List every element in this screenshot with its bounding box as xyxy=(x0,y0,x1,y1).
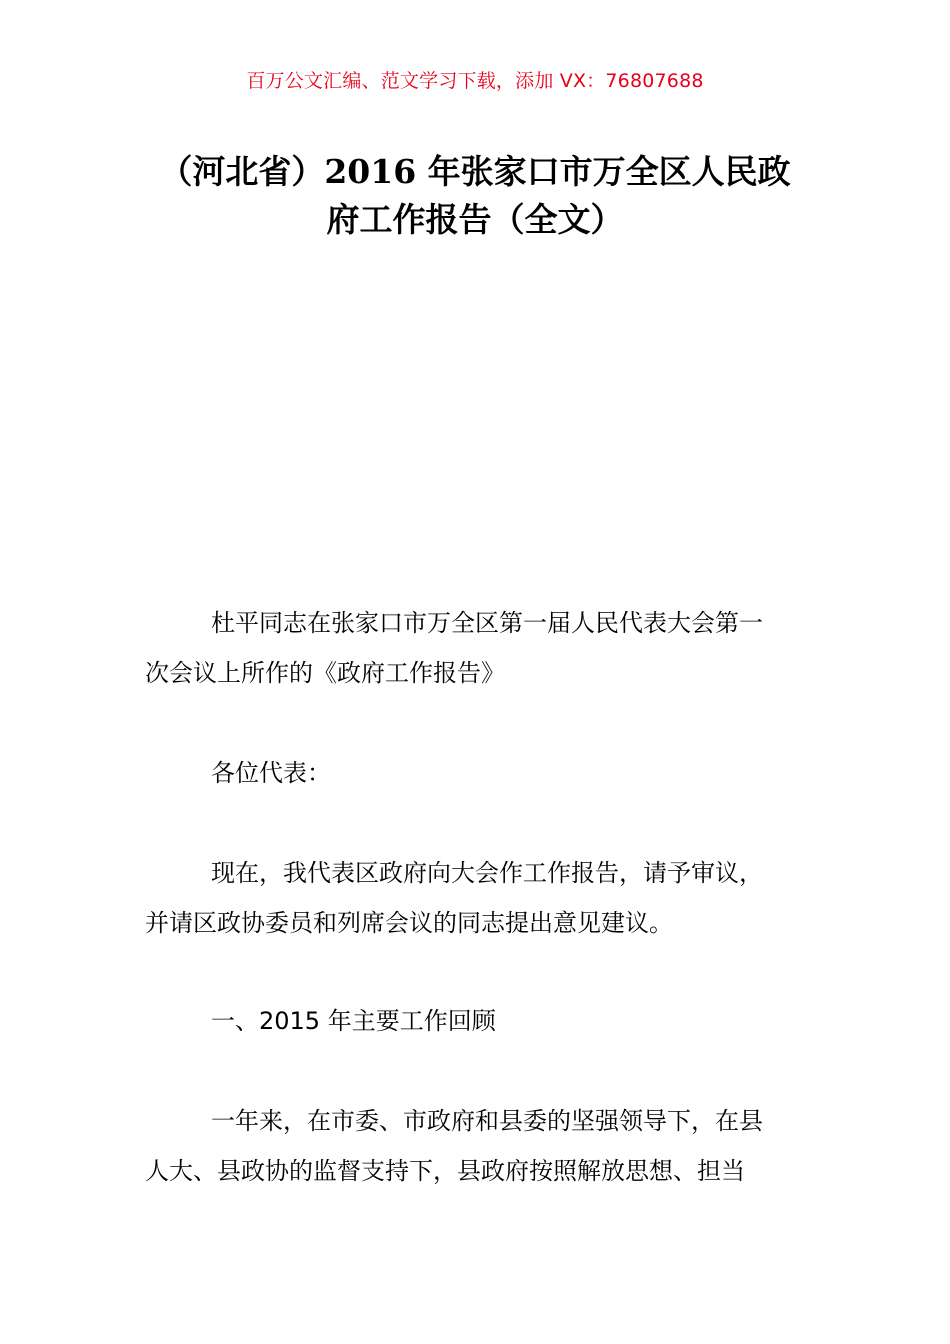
paragraph-salutation xyxy=(145,748,810,798)
header-watermark-note: 百万公文汇编、范文学习下载，添加 VX：76807688 xyxy=(246,70,704,92)
paragraph-line: 人大、县政协的监督支持下，县政府按照解放思想、担当 xyxy=(145,1157,745,1185)
paragraph-opening xyxy=(145,848,810,948)
title-line-1: （河北省）2016 年张家口市万全区人民政 xyxy=(159,152,791,191)
paragraph-line: 杜平同志在张家口市万全区第一届人民代表大会第一 xyxy=(211,609,763,637)
paragraph-year-summary xyxy=(145,1096,810,1196)
paragraph-line: 一年来，在市委、市政府和县委的坚强领导下，在县 xyxy=(211,1107,763,1135)
paragraph-line: 并请区政协委员和列席会议的同志提出意见建议。 xyxy=(145,909,673,937)
document-title xyxy=(0,148,950,244)
section-heading-2015-review xyxy=(145,996,810,1046)
paragraph-report-intro xyxy=(145,598,810,698)
title-line-2: 府工作报告（全文） xyxy=(326,200,624,239)
paragraph-line: 次会议上所作的《政府工作报告》 xyxy=(145,659,505,687)
paragraph-line: 各位代表： xyxy=(211,759,331,787)
paragraph-line: 现在，我代表区政府向大会作工作报告，请予审议， xyxy=(211,859,763,887)
paragraph-line: 一、2015 年主要工作回顾 xyxy=(211,1007,496,1035)
